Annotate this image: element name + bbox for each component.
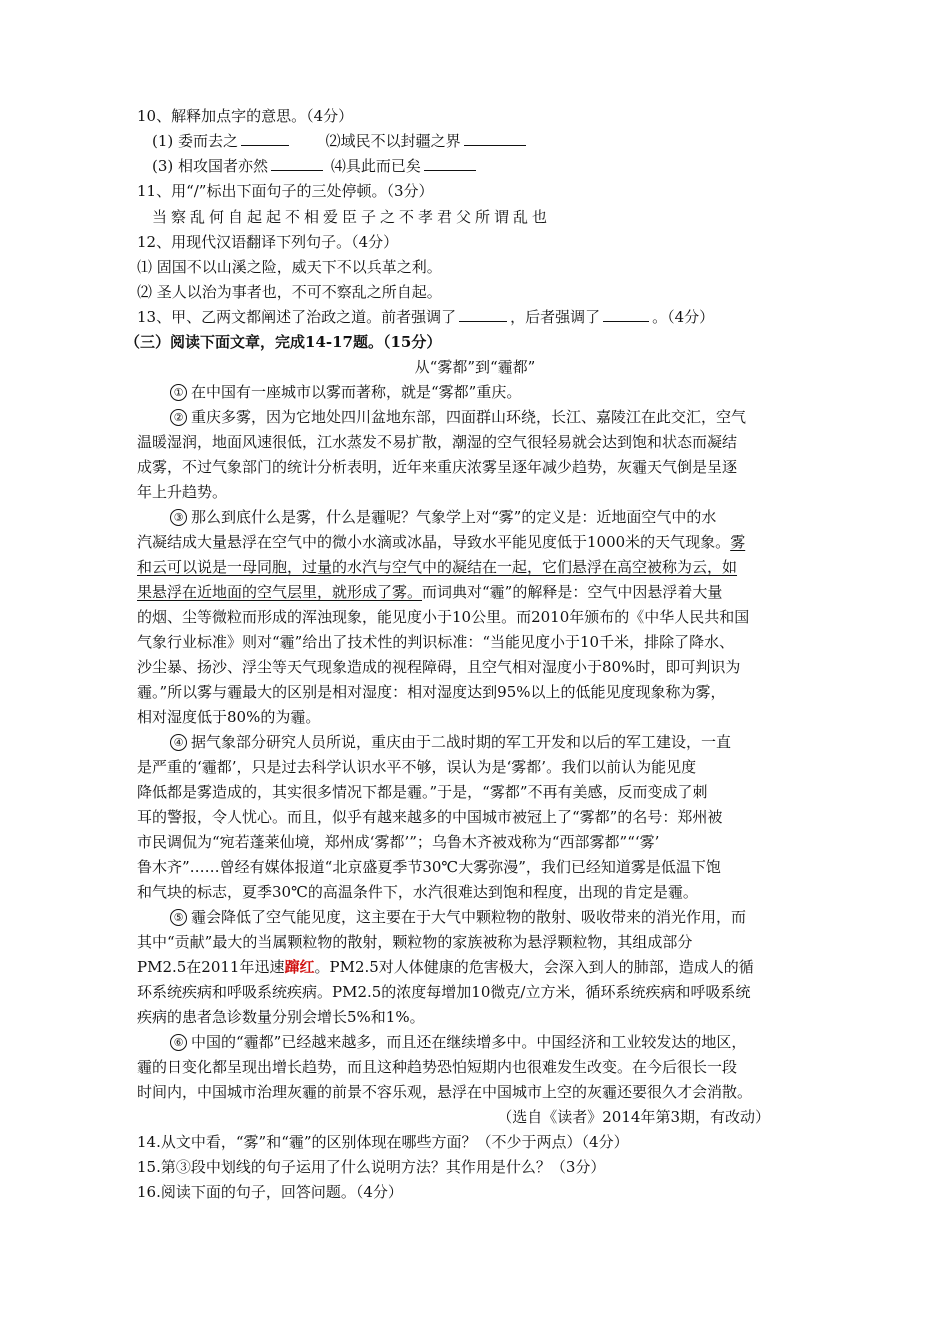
- paragraph-3-line-8: 霾。”所以雾与霾最大的区别是相对湿度：相对湿度达到95%以上的低能见度现象称为雾，: [137, 683, 726, 701]
- question-10-items-row1: [152, 129, 529, 153]
- paragraph-3-line-2: [137, 530, 745, 554]
- question-12-sentence-2: ⑵ 圣人以治为事者也，不可不察乱之所自起。: [137, 283, 442, 301]
- paragraph-4-line-2: 是严重的‘霾都’，只是过去科学认识水平不够，误认为是‘雾都’。我们以前认为能见度: [137, 758, 697, 776]
- paragraph-number-5: ⑤: [170, 909, 187, 926]
- q10-item-2: ⑵域民不以封疆之界: [325, 132, 461, 150]
- paragraph-4-line-5: 市民调侃为“宛若蓬莱仙境，郑州成‘雾都’”；乌鲁木齐被戏称为“西部雾都”“‘雾’: [137, 833, 660, 851]
- question-10-items-row2: [152, 154, 479, 178]
- paragraph-4-line-7: 和气块的标志，夏季30℃的高温条件下，水汽很难达到饱和程度，出现的肯定是霾。: [137, 883, 698, 901]
- q13-blank-2[interactable]: [603, 306, 649, 322]
- question-15: 15.第③段中划线的句子运用了什么说明方法？其作用是什么？（3分）: [137, 1158, 606, 1176]
- paragraph-2-line-4: 年上升趋势。: [137, 483, 228, 501]
- article-source: （选自《读者》2014年第3期，有改动）: [497, 1108, 770, 1126]
- paragraph-3-line-1: [170, 505, 716, 529]
- highlighted-word: 蹿红: [284, 958, 315, 976]
- q10-item-3: (3) 相攻国者亦然: [152, 157, 269, 175]
- q10-blank-3[interactable]: [271, 155, 323, 171]
- paragraph-5-line-4: 环系统疾病和呼吸系统疾病。PM2.5的浓度每增加10微克/立方米，循环系统疾病和呼吸系统: [137, 983, 751, 1001]
- paragraph-number-3: ③: [170, 509, 187, 526]
- p1-text: 在中国有一座城市以雾而著称，就是“雾都”重庆。: [191, 383, 522, 401]
- question-11-sentence: 当察乱何自起起不相爱臣子之不孝君父所谓乱也: [152, 208, 552, 226]
- paragraph-4-line-1: [170, 730, 731, 754]
- q10-blank-2[interactable]: [464, 130, 526, 146]
- paragraph-number-4: ④: [170, 734, 187, 751]
- paragraph-4-line-4: 耳的警报，令人忧心。而且，似乎有越来越多的中国城市被冠上了“雾都”的名号：郑州被: [137, 808, 723, 826]
- question-13: [137, 305, 714, 329]
- paragraph-5-line-5: 疾病的患者急诊数量分别会增长5%和1%。: [137, 1008, 425, 1026]
- p2-l1-text: 重庆多雾，因为它地处四川盆地东部，四面群山环绕，长江、嘉陵江在此交汇，空气: [191, 408, 747, 426]
- question-16: 16.阅读下面的句子，回答问题。（4分）: [137, 1183, 403, 1201]
- q10-blank-4[interactable]: [424, 155, 476, 171]
- paragraph-number-6: ⑥: [170, 1034, 187, 1051]
- paragraph-2-line-1: [170, 405, 746, 429]
- underlined-sentence-end: 果悬浮在近地面的空气层里，就形成了雾。: [137, 583, 423, 601]
- paragraph-4-line-6: 鲁木齐”……曾经有媒体报道“北京盛夏季节30℃大雾弥漫”，我们已经知道雾是低温下饱: [137, 858, 721, 876]
- paragraph-number-1: ①: [170, 384, 187, 401]
- p6-l1-text: 中国的“霾都”已经越来越多，而且还在继续增多中。中国经济和工业较发达的地区，: [191, 1033, 747, 1051]
- q13-text-a: 13、甲、乙两文都阐述了治政之道。前者强调了: [137, 308, 457, 326]
- paragraph-number-2: ②: [170, 409, 187, 426]
- underlined-sentence-middle: 和云可以说是一母同胞，过量的水汽与空气中的凝结在一起，它们悬浮在高空被称为云，如: [137, 558, 738, 576]
- paragraph-4-line-3: 降低都是雾造成的，其实很多情况下都是霾。”于是，“雾都”不再有美感，反而变成了刺: [137, 783, 708, 801]
- question-11-title: 11、用“/”标出下面句子的三处停顿。（3分）: [137, 182, 434, 200]
- q13-blank-1[interactable]: [459, 306, 507, 322]
- paragraph-2-line-2: 温暖湿润，地面风速很低，江水蒸发不易扩散，潮湿的空气很轻易就会达到饱和状态而凝结: [137, 433, 738, 451]
- q10-item-1: (1) 委而去之: [152, 132, 239, 150]
- article-title: 从“雾都”到“霾都”: [414, 358, 536, 376]
- q10-blank-1[interactable]: [241, 130, 289, 146]
- paragraph-1: [170, 380, 521, 404]
- paragraph-2-line-3: 成雾，不过气象部门的统计分析表明，近年来重庆浓雾呈逐年减少趋势，灰霾天气倒是呈逐: [137, 458, 738, 476]
- q10-item-4: ⑷具此而已矣: [330, 157, 421, 175]
- paragraph-6-line-3: 时间内，中国城市治理灰霾的前景不容乐观，悬浮在中国城市上空的灰霾还要很久才会消散。: [137, 1083, 753, 1101]
- p4-l1-text: 据气象部分研究人员所说，重庆由于二战时期的军工开发和以后的军工建设，一直: [191, 733, 732, 751]
- underlined-sentence-start: 雾: [730, 533, 746, 551]
- paragraph-5-line-2: 其中“贡献”最大的当属颗粒物的散射，颗粒物的家族被称为悬浮颗粒物，其组成部分: [137, 933, 693, 951]
- paragraph-3-line-4: [137, 580, 722, 604]
- paragraph-6-line-1: [170, 1030, 746, 1054]
- p5-l1-text: 霾会降低了空气能见度，这主要在于大气中颗粒物的散射、吸收带来的消光作用，而: [191, 908, 747, 926]
- question-12-title: 12、用现代汉语翻译下列句子。（4分）: [137, 233, 399, 251]
- paragraph-3-line-5: 的烟、尘等微粒而形成的浑浊现象，能见度小于10公里。而2010年颁布的《中华人民共和国: [137, 608, 750, 626]
- section-3-header: （三）阅读下面文章，完成14-17题。（15分）: [125, 333, 442, 351]
- p3-l2-text: 汽凝结成大量悬浮在空气中的微小水滴或冰晶，导致水平能见度低于1000米的天气现象。: [137, 533, 731, 551]
- paragraph-6-line-2: 霾的日变化都呈现出增长趋势，而且这种趋势恐怕短期内也很难发生改变。在今后很长一段: [137, 1058, 738, 1076]
- question-14: 14.从文中看，“雾”和“霾”的区别体现在哪些方面？（不少于两点）（4分）: [137, 1133, 629, 1151]
- p5-l3-text-a: PM2.5在2011年迅速: [137, 958, 285, 976]
- paragraph-3-line-6: 气象行业标准》则对“霾”给出了技术性的判识标准：“当能见度小于10千米，排除了降水、: [137, 633, 735, 651]
- p5-l3-text-c: 。PM2.5对人体健康的危害极大，会深入到人的肺部，造成人的循: [314, 958, 754, 976]
- p3-l1-text: 那么到底什么是雾，什么是霾呢？气象学上对“雾”的定义是：近地面空气中的水: [191, 508, 717, 526]
- paragraph-3-line-7: 沙尘暴、扬沙、浮尘等天气现象造成的视程障碍，且空气相对湿度小于80%时，即可判识为: [137, 658, 741, 676]
- question-10-title: 10、解释加点字的意思。（4分）: [137, 107, 354, 125]
- paragraph-5-line-3: [137, 955, 754, 979]
- paragraph-3-line-9: 相对湿度低于80%的为霾。: [137, 708, 321, 726]
- question-12-sentence-1: ⑴ 固国不以山溪之险，威天下不以兵革之利。: [137, 258, 442, 276]
- paragraph-5-line-1: [170, 905, 746, 929]
- p3-l4-text: 而词典对“霾”的解释是：空气中因悬浮着大量: [422, 583, 723, 601]
- q13-text-c: 。（4分）: [652, 308, 715, 326]
- q13-text-b: ，后者强调了: [510, 308, 601, 326]
